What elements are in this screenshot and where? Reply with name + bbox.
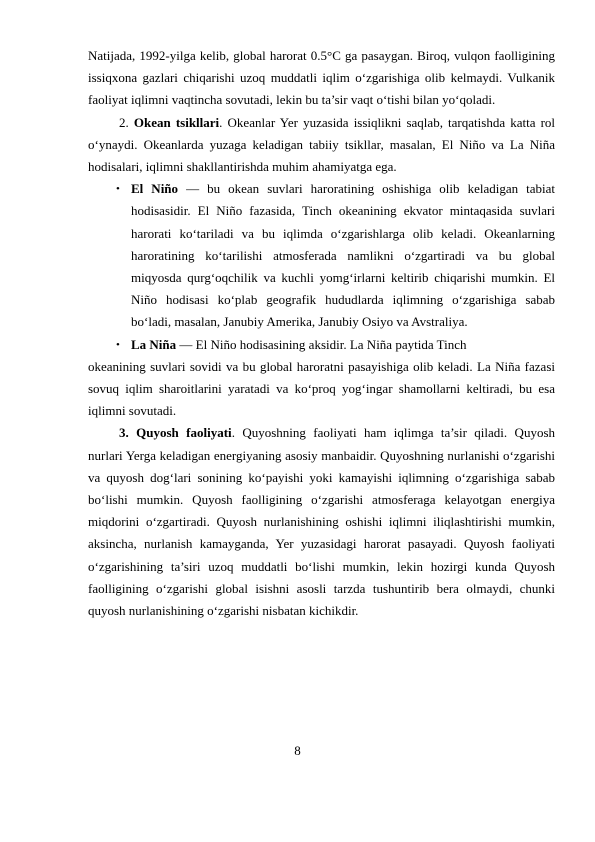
document-page [88, 45, 555, 622]
section-heading-solar-activity: 3. Quyosh faoliyati [119, 425, 232, 441]
paragraph-ocean-cycles [88, 112, 555, 179]
page-number: 8 [294, 743, 301, 758]
paragraph-la-nina-continuation: okeanining suvlari sovidi va bu global haroratni pasayishiga olib keladi. La Niña fazasi sovuq iqlim sharoitlarini yaratadi va ko‘proq yog‘ingar shamollarni keltiradi, bu esa iqlimni sovutadi. [88, 358, 555, 419]
bullet-icon: • [116, 338, 120, 351]
paragraph-solar-activity-text: . Quyoshning faoliyati ham iqlimga ta’sir qiladi. Quyosh nurlari Yerga keladigan energiyaning asosiy manbaidir. Quyoshning nurlanishi o‘zgarishi va quyosh dog‘lari sonining ko‘payishi yoki kamayishi iqlimning o‘zgarishiga sabab bo‘lishi mumkin. Quyosh faolligining o‘zgarishi atmosferaga kelayotgan energiya miqdorini o‘zgartiradi. Quyosh nurlanishining oshishi iqlimni iliqlashtirishi mumkin, aksincha, nurlanish kamayganda, Yer yuzasidagi harorat pasayadi. Quyosh faoliyati o‘zgarishining ta’siri uzoq muddatli bo‘lishi mumkin, lekin hozirgi kunda Quyosh faolligining o‘zgarishi global isishni asosli tarzda tushuntirib bera olmaydi, chunki quyosh nurlanishining o‘zgarishi nisbatan kichikdir. [88, 425, 556, 619]
bullet-la-nina-lead: — El Niño hodisasining aksidir. La Niña paytida Tinch [176, 336, 467, 352]
paragraph-ocean-cycles-text: . Okeanlar Yer yuzasida issiqlikni saqlab, tarqatishda katta rol o‘ynaydi. Okeanlarda yuzaga keladigan tabiiy tsikllar, masalan, El Niño va La Niña hodisalari, iqlimni shakllantirishda muhim ahamiyatga ega. [88, 114, 556, 175]
paragraph-volcanic-conclusion: Natijada, 1992-yilga kelib, global harorat 0.5°C ga pasaygan. Biroq, vulqon faolligining issiqxona gazlari chiqarishi uzoq muddatli iqlim o‘zgarishiga olib kelmaydi. Vulkanik faoliyat iqlimni vaqtincha sovutadi, lekin bu ta’sir vaqt o‘tishi bilan yo‘qoladi. [88, 48, 555, 108]
section-number: 2. [119, 114, 129, 130]
bullet-la-nina [88, 334, 555, 356]
term-la-nina: La Niña [131, 336, 177, 352]
bullet-el-nino [88, 178, 555, 333]
section-heading-ocean-cycles: Okean tsikllari [133, 114, 220, 130]
bullet-icon: • [116, 183, 120, 196]
term-el-nino: El Niño [131, 181, 179, 197]
paragraph-solar-activity [88, 422, 555, 622]
bullet-el-nino-text: — bu okean suvlari haroratining oshishiga olib keladigan tabiat hodisasidir. El Niño fazasida, Tinch okeanining ekvator mintaqasida suvlari harorati ko‘tariladi va bu iqlimda o‘zgarishlarga olib keladi. Okeanlarning haroratining ko‘tarilishi atmosferada namlikni o‘zgartiradi va bu global miqyosda qurg‘oqchilik va kuchli yomg‘irlarni keltirib chiqarishi mumkin. El Niño hodisasi ko‘plab geografik hududlarda iqlimning o‘zgarishiga sabab bo‘ladi, masalan, Janubiy Amerika, Janubiy Osiyo va Avstraliya. [131, 181, 556, 330]
